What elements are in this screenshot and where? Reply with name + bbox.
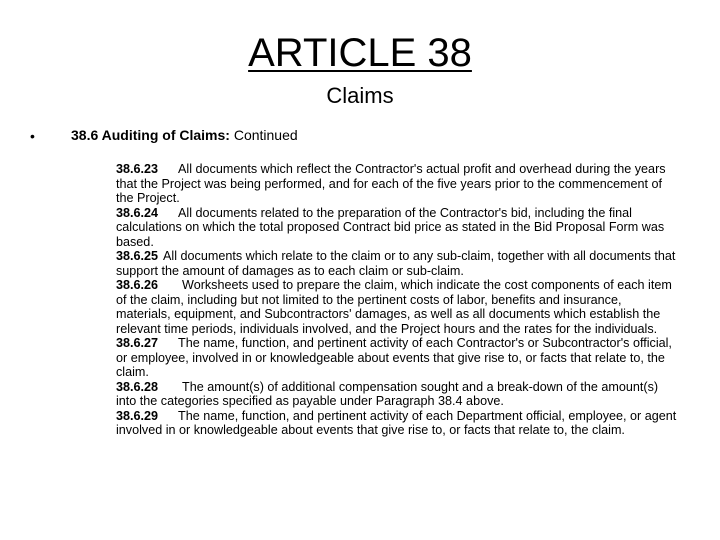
clause-item — [116, 409, 678, 438]
section-heading — [71, 127, 298, 144]
clause-text: The amount(s) of additional compensation sought and a break-down of the amount(s) into the categories specified as payable under Paragraph 38.4 above. — [116, 379, 659, 408]
clause-number: 38.6.29 — [116, 408, 159, 423]
clause-number: 38.6.25 — [116, 249, 159, 263]
clause-text: The name, function, and pertinent activity of each Department official, employee, or agent involved in or knowledgeable about events that give rise to, or facts that relate to, the claim. — [116, 408, 677, 437]
clause-number: 38.6.28 — [116, 379, 159, 394]
clause-text: All documents related to the preparation of the Contractor's bid, including the final calculations on which the total proposed Contract bid price as stated in the Bid Proposal Form was based. — [116, 205, 665, 249]
page-subtitle: Claims — [326, 83, 394, 108]
clause-text: Worksheets used to prepare the claim, which indicate the cost components of each item of the claim, including but not limited to the pertinent costs of labor, benefits and insurance, materials, equipment, and Subcontractors' damages, as well as all documents which establish the relevant time periods, individuals involved, and the Project hours and the rates for the individuals. — [116, 278, 672, 336]
clause-item — [116, 380, 678, 409]
clause-item — [116, 206, 678, 250]
section-heading-rest: Continued — [229, 127, 298, 143]
clause-number: 38.6.23 — [116, 162, 159, 176]
clause-text: The name, function, and pertinent activity of each Contractor's or Subcontractor's official, or employee, involved in or knowledgeable about events that give rise to, or facts that relate to, the claim. — [116, 336, 672, 379]
clause-item — [116, 162, 678, 206]
clause-text: All documents which relate to the claim or to any sub-claim, together with all documents that support the amount of damages as to each claim or sub-claim. — [116, 249, 676, 278]
clause-number: 38.6.27 — [116, 336, 159, 350]
clause-item — [116, 249, 678, 278]
bullet-marker: • — [30, 128, 35, 144]
clause-number: 38.6.24 — [116, 205, 159, 220]
section-heading-bold: 38.6 Auditing of Claims: — [71, 127, 230, 143]
clause-item — [116, 278, 678, 336]
clause-text: All documents which reflect the Contractor's actual profit and overhead during the years that the Project was being performed, and for each of the five years prior to the commencement of the Project. — [116, 162, 666, 205]
clause-item — [116, 336, 678, 380]
clause-number: 38.6.26 — [116, 278, 159, 292]
clause-list — [116, 162, 678, 438]
page-title: ARTICLE 38 — [248, 31, 472, 75]
